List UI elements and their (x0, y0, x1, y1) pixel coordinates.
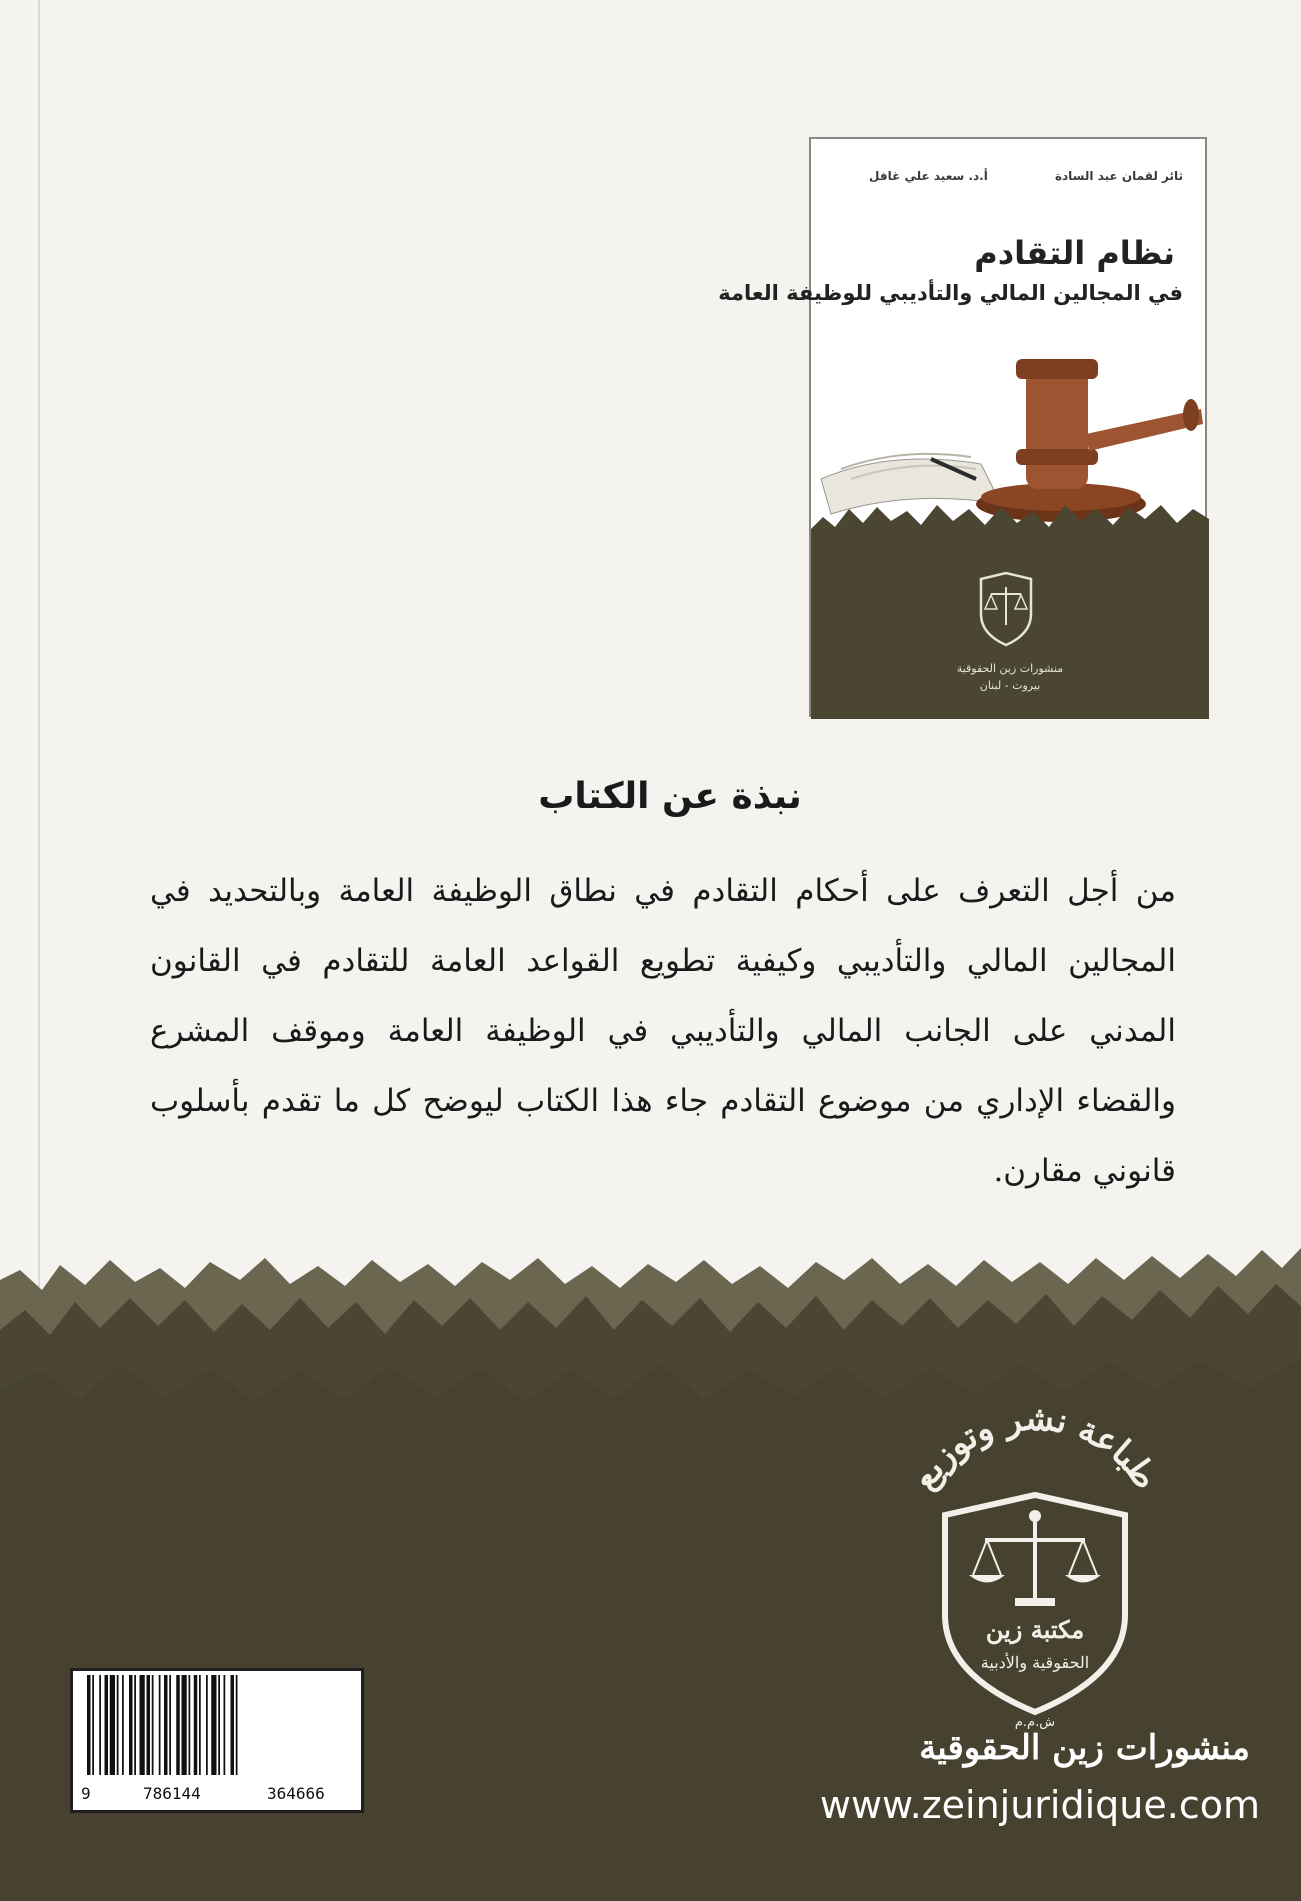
isbn-group-2: 364666 (267, 1784, 325, 1803)
about-paragraph: من أجل التعرف على أحكام التقادم في نطاق الوظيفة العامة وبالتحديد في المجالين المالي والتأديبي وكيفية تطويع القواعد العامة للتقادم في القانون المدني على الجانب المالي والتأديبي في الوظيفة العامة وموقف المشرع والقضاء الإداري من موضوع التقادم جاء هذا الكتاب ليوضح كل ما تقدم بأسلوب قانوني مقارن. (150, 873, 1176, 1189)
thumbnail-subtitle: في المجالين المالي والتأديبي للوظيفة العامة (718, 281, 1183, 305)
seal-inner-name: مكتبة زين (985, 1615, 1085, 1644)
thumbnail-title: نظام التقادم (974, 234, 1175, 272)
seal-arc-text: طباعة نشر وتوزيع (903, 1400, 1167, 1497)
isbn-digits (70, 1775, 364, 1813)
thumbnail-publisher-name: منشورات زين الحقوقية (956, 662, 1064, 675)
publisher-name: منشورات زين الحقوقية (919, 1728, 1250, 1768)
svg-text:طباعة نشر وتوزيع (904, 1400, 1166, 1497)
thumbnail-author-right: ثائر لقمان عبد السادة (1054, 169, 1183, 183)
isbn-prefix: 9 (81, 1784, 91, 1803)
seal-inner-sub: الحقوقية والأدبية (980, 1653, 1090, 1672)
isbn-group-1: 786144 (143, 1784, 201, 1803)
thumbnail-author-left: أ.د. سعيد علي غافل (869, 169, 988, 183)
seal-abbrev: ش.م.م (1014, 1715, 1056, 1730)
thumbnail-authors (829, 169, 1187, 189)
thumbnail-publisher-seal (971, 569, 1041, 649)
publisher-website: www.zeinjuridique.com (819, 1783, 1260, 1827)
barcode (70, 1668, 364, 1778)
publisher-seal (885, 1400, 1185, 1730)
about-heading: نبذة عن الكتاب (538, 776, 802, 817)
thumbnail-publisher-city: بيروت - لبنان (979, 679, 1041, 692)
front-cover-thumbnail (718, 137, 1207, 717)
